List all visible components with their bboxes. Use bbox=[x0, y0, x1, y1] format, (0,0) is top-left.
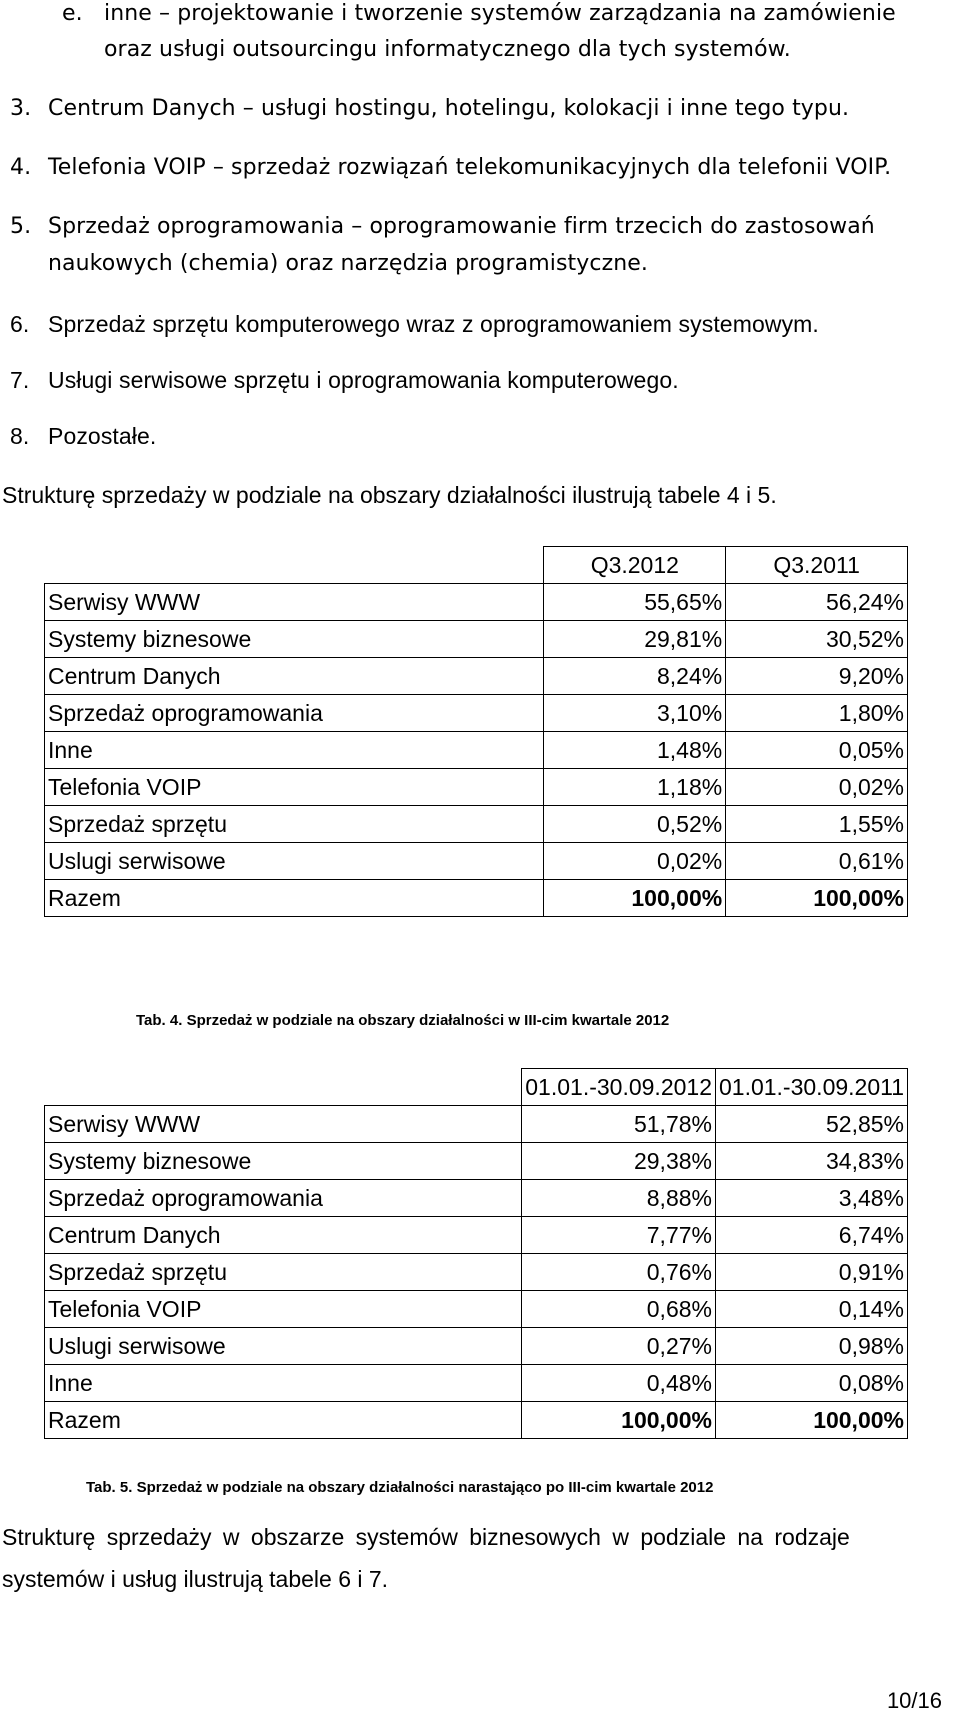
row-value: 0,48% bbox=[522, 1365, 716, 1402]
row-label: Sprzedaż oprogramowania bbox=[45, 695, 544, 732]
row-label: Serwisy WWW bbox=[45, 1106, 522, 1143]
list-item-number: 5. bbox=[10, 214, 32, 239]
row-value: 0,02% bbox=[544, 843, 726, 880]
list-item-line: Pozostałe. bbox=[48, 423, 157, 449]
table-row bbox=[45, 621, 908, 658]
row-value: 1,18% bbox=[544, 769, 726, 806]
row-label: Inne bbox=[45, 732, 544, 769]
row-value: 56,24% bbox=[726, 584, 908, 621]
row-value: 1,55% bbox=[726, 806, 908, 843]
row-value: 1,80% bbox=[726, 695, 908, 732]
table-row bbox=[45, 1254, 908, 1291]
row-value: 0,52% bbox=[544, 806, 726, 843]
row-value: 3,48% bbox=[715, 1180, 907, 1217]
row-label: Telefonia VOIP bbox=[45, 769, 544, 806]
row-value: 0,08% bbox=[715, 1365, 907, 1402]
list-item-line: Centrum Danych – usługi hostingu, hotelingu, kolokacji i inne tego typu. bbox=[48, 96, 850, 121]
row-value: 7,77% bbox=[522, 1217, 716, 1254]
list-item-line: inne – projektowanie i tworzenie systemów zarządzania na zamówienie bbox=[104, 1, 896, 26]
row-value: 34,83% bbox=[715, 1143, 907, 1180]
table-row bbox=[45, 1106, 908, 1143]
table-row bbox=[45, 658, 908, 695]
row-label: Systemy biznesowe bbox=[45, 1143, 522, 1180]
table-row bbox=[45, 584, 908, 621]
table-row bbox=[45, 1143, 908, 1180]
table-4 bbox=[44, 546, 908, 917]
row-label: Serwisy WWW bbox=[45, 584, 544, 621]
table-header-cell: 01.01.-30.09.2012 bbox=[522, 1069, 716, 1106]
row-label: Razem bbox=[45, 1402, 522, 1439]
table-header-blank bbox=[45, 547, 544, 584]
table-row bbox=[45, 843, 908, 880]
row-label: Systemy biznesowe bbox=[45, 621, 544, 658]
row-value: 0,76% bbox=[522, 1254, 716, 1291]
row-value: 0,98% bbox=[715, 1328, 907, 1365]
table-total-row bbox=[45, 1402, 908, 1439]
closing-paragraph-line: Strukturę sprzedaży w obszarze systemów biznesowych w podziale na rodzaje bbox=[2, 1524, 850, 1550]
list-item-number: 6. bbox=[10, 311, 30, 337]
row-label: Uslugi serwisowe bbox=[45, 843, 544, 880]
table-row bbox=[45, 1180, 908, 1217]
row-label: Telefonia VOIP bbox=[45, 1291, 522, 1328]
list-item-number: 7. bbox=[10, 367, 30, 393]
row-label: Razem bbox=[45, 880, 544, 917]
table-row bbox=[45, 695, 908, 732]
table-5-caption: Tab. 5. Sprzedaż w podziale na obszary działalności narastająco po III-cim kwartale 2012 bbox=[86, 1479, 714, 1496]
row-label: Sprzedaż sprzętu bbox=[45, 1254, 522, 1291]
table-header-cell: Q3.2012 bbox=[544, 547, 726, 584]
row-value: 100,00% bbox=[522, 1402, 716, 1439]
table-header-row bbox=[45, 547, 908, 584]
row-value: 1,48% bbox=[544, 732, 726, 769]
row-value: 0,27% bbox=[522, 1328, 716, 1365]
list-item-number: e. bbox=[62, 1, 83, 26]
row-value: 0,05% bbox=[726, 732, 908, 769]
row-value: 9,20% bbox=[726, 658, 908, 695]
row-value: 100,00% bbox=[726, 880, 908, 917]
table-row bbox=[45, 806, 908, 843]
row-value: 0,14% bbox=[715, 1291, 907, 1328]
table-row bbox=[45, 1365, 908, 1402]
row-label: Sprzedaż sprzętu bbox=[45, 806, 544, 843]
row-label: Sprzedaż oprogramowania bbox=[45, 1180, 522, 1217]
table-total-row bbox=[45, 880, 908, 917]
row-value: 8,24% bbox=[544, 658, 726, 695]
row-value: 0,61% bbox=[726, 843, 908, 880]
intro-paragraph: Strukturę sprzedaży w podziale na obszary działalności ilustrują tabele 4 i 5. bbox=[2, 482, 777, 508]
list-item-number: 4. bbox=[10, 155, 32, 180]
row-value: 29,81% bbox=[544, 621, 726, 658]
row-value: 51,78% bbox=[522, 1106, 716, 1143]
table-row bbox=[45, 1217, 908, 1254]
row-value: 100,00% bbox=[544, 880, 726, 917]
table-row bbox=[45, 1291, 908, 1328]
closing-paragraph-line: systemów i usług ilustrują tabele 6 i 7. bbox=[2, 1566, 389, 1592]
table-header-cell: Q3.2011 bbox=[726, 547, 908, 584]
list-item bbox=[10, 215, 940, 275]
row-label: Inne bbox=[45, 1365, 522, 1402]
list-item-line: Sprzedaż sprzętu komputerowego wraz z oprogramowaniem systemowym. bbox=[48, 311, 819, 337]
table-header-blank bbox=[45, 1069, 522, 1106]
row-value: 100,00% bbox=[715, 1402, 907, 1439]
table-header-row bbox=[45, 1069, 908, 1106]
table-row bbox=[45, 1328, 908, 1365]
list-item-number: 3. bbox=[10, 96, 32, 121]
list-item-line: Telefonia VOIP – sprzedaż rozwiązań telekomunikacyjnych dla telefonii VOIP. bbox=[48, 155, 892, 180]
row-value: 29,38% bbox=[522, 1143, 716, 1180]
list-item bbox=[62, 2, 952, 62]
row-value: 0,91% bbox=[715, 1254, 907, 1291]
row-label: Centrum Danych bbox=[45, 1217, 522, 1254]
table-4-caption: Tab. 4. Sprzedaż w podziale na obszary działalności w III-cim kwartale 2012 bbox=[136, 1012, 670, 1029]
row-value: 0,68% bbox=[522, 1291, 716, 1328]
row-value: 0,02% bbox=[726, 769, 908, 806]
row-label: Uslugi serwisowe bbox=[45, 1328, 522, 1365]
list-item-number: 8. bbox=[10, 423, 30, 449]
table-header-cell: 01.01.-30.09.2011 bbox=[715, 1069, 907, 1106]
row-value: 55,65% bbox=[544, 584, 726, 621]
list-item-line: oraz usługi outsourcingu informatycznego dla tych systemów. bbox=[104, 37, 791, 62]
page-number: 10/16 bbox=[886, 1688, 942, 1713]
row-value: 3,10% bbox=[544, 695, 726, 732]
row-value: 30,52% bbox=[726, 621, 908, 658]
list-item-line: naukowych (chemia) oraz narzędzia programistyczne. bbox=[48, 251, 649, 276]
table-row bbox=[45, 732, 908, 769]
row-label: Centrum Danych bbox=[45, 658, 544, 695]
list-item-line: Usługi serwisowe sprzętu i oprogramowania komputerowego. bbox=[48, 367, 679, 393]
list-item-line: Sprzedaż oprogramowania – oprogramowanie firm trzecich do zastosowań bbox=[48, 214, 875, 239]
row-value: 52,85% bbox=[715, 1106, 907, 1143]
table-5 bbox=[44, 1068, 908, 1439]
row-value: 8,88% bbox=[522, 1180, 716, 1217]
table-row bbox=[45, 769, 908, 806]
row-value: 6,74% bbox=[715, 1217, 907, 1254]
